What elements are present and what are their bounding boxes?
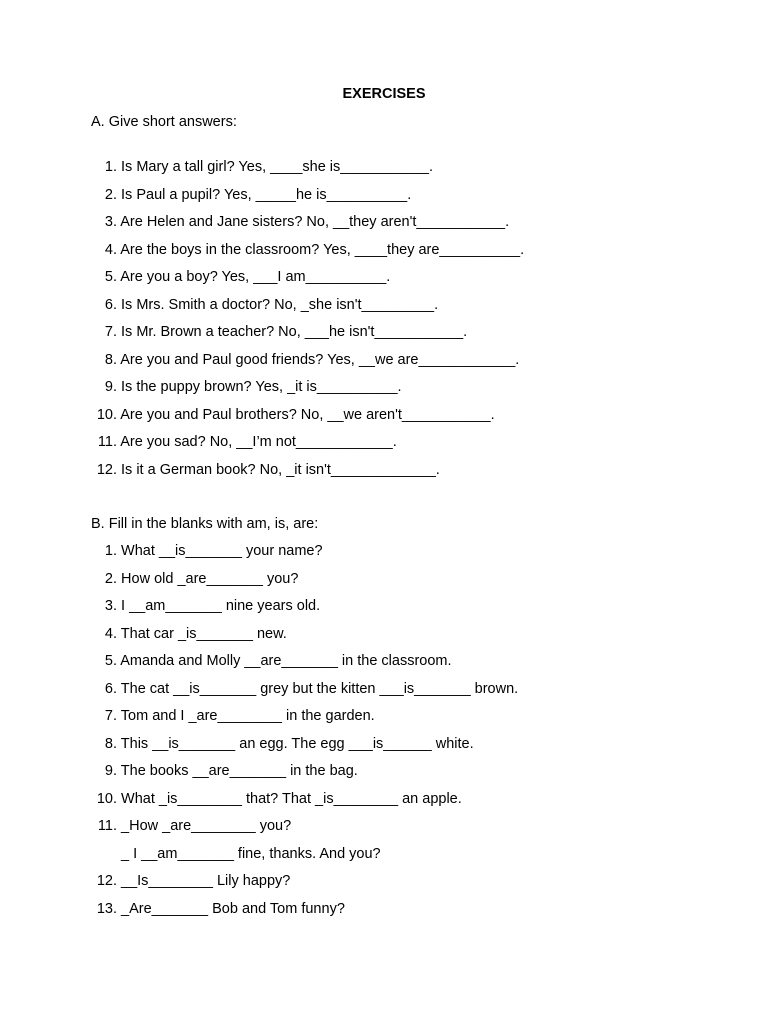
list-item — [91, 596, 518, 624]
section-a-heading: A. Give short answers: — [91, 114, 237, 130]
item-text: Is Mrs. Smith a doctor? No, _she isn't_________. — [117, 296, 439, 313]
list-item — [91, 350, 524, 378]
list-item — [91, 734, 518, 762]
list-item — [91, 212, 524, 240]
item-number: 9. — [104, 763, 117, 779]
item-text: Is the puppy brown? Yes, _it is__________. — [117, 379, 402, 395]
item-number: 1. — [104, 543, 117, 559]
list-item — [91, 899, 518, 927]
item-text: Is Mary a tall girl? Yes, ____she is___________. — [117, 159, 433, 175]
item-text: Is it a German book? No, _it isn't_____________. — [117, 461, 440, 478]
list-item — [91, 157, 524, 185]
list-item — [91, 789, 518, 817]
list-item — [91, 377, 524, 405]
item-number: 3. — [104, 214, 117, 230]
list-item — [91, 432, 524, 460]
item-number: 4. — [104, 241, 117, 258]
item-text: That car _is_______ new. — [117, 625, 287, 642]
item-text: The books __are_______ in the bag. — [117, 763, 358, 779]
item-number: 7. — [104, 708, 117, 724]
list-item — [91, 267, 524, 295]
list-item — [91, 761, 518, 789]
item-number: 12. — [96, 461, 117, 478]
list-item-continuation — [91, 844, 518, 872]
list-item — [91, 405, 524, 433]
item-number: 11. — [97, 818, 117, 834]
section-a-list — [91, 157, 524, 487]
item-number: 6. — [104, 680, 117, 697]
item-text: _ I __am_______ fine, thanks. And you? — [117, 845, 381, 862]
list-item — [91, 322, 524, 350]
item-number: 7. — [104, 324, 117, 340]
list-item — [91, 624, 518, 652]
list-item — [91, 240, 524, 268]
item-text: Are Helen and Jane sisters? No, __they aren't___________. — [117, 214, 510, 230]
list-item — [91, 871, 518, 899]
item-text: Are you sad? No, __I’m not____________. — [117, 434, 397, 450]
list-item — [91, 460, 524, 488]
list-item — [91, 679, 518, 707]
item-number: 5. — [104, 269, 117, 285]
section-b-list — [91, 541, 518, 926]
item-number: 10. — [96, 406, 117, 423]
item-text: Amanda and Molly __are_______ in the classroom. — [117, 653, 452, 669]
section-b-heading: B. Fill in the blanks with am, is, are: — [91, 516, 319, 532]
item-number: 2. — [104, 186, 117, 203]
item-number: 12. — [96, 873, 117, 889]
item-text: Tom and I _are________ in the garden. — [117, 708, 375, 724]
item-number: 4. — [104, 625, 117, 642]
item-text: The cat __is_______ grey but the kitten ___is_______ brown. — [117, 680, 519, 697]
item-number: 3. — [104, 598, 117, 614]
item-number: 10. — [96, 790, 117, 807]
item-text: Is Paul a pupil? Yes, _____he is__________. — [117, 186, 412, 203]
item-number: 13. — [96, 900, 117, 917]
list-item — [91, 569, 518, 597]
item-text: Are the boys in the classroom? Yes, ____they are__________. — [117, 241, 525, 258]
list-item — [91, 541, 518, 569]
item-text: Are you and Paul brothers? No, __we aren't___________. — [117, 406, 495, 423]
item-text: Are you and Paul good friends? Yes, __we are____________. — [117, 351, 520, 368]
item-number: 8. — [104, 735, 117, 752]
page-title: EXERCISES — [342, 86, 426, 102]
item-number: 8. — [104, 351, 117, 368]
item-text: What __is_______ your name? — [117, 543, 323, 559]
list-item — [91, 706, 518, 734]
item-text: __Is________ Lily happy? — [117, 873, 291, 889]
item-text: What _is________ that? That _is________ an apple. — [117, 790, 462, 807]
list-item — [91, 816, 518, 844]
item-text: Is Mr. Brown a teacher? No, ___he isn't___________. — [117, 324, 468, 340]
list-item — [91, 295, 524, 323]
item-number: 11. — [97, 434, 117, 450]
item-number: 2. — [104, 570, 117, 587]
list-item — [91, 651, 518, 679]
item-text: _Are_______ Bob and Tom funny? — [117, 900, 345, 917]
item-number: 6. — [104, 296, 117, 313]
item-text: I __am_______ nine years old. — [117, 598, 321, 614]
item-number: 5. — [104, 653, 117, 669]
item-text: _How _are________ you? — [117, 818, 292, 834]
item-number: 1. — [104, 159, 117, 175]
item-text: This __is_______ an egg. The egg ___is______ white. — [117, 735, 474, 752]
item-number: 9. — [104, 379, 117, 395]
item-text: How old _are_______ you? — [117, 570, 299, 587]
list-item — [91, 185, 524, 213]
item-text: Are you a boy? Yes, ___I am__________. — [117, 269, 391, 285]
